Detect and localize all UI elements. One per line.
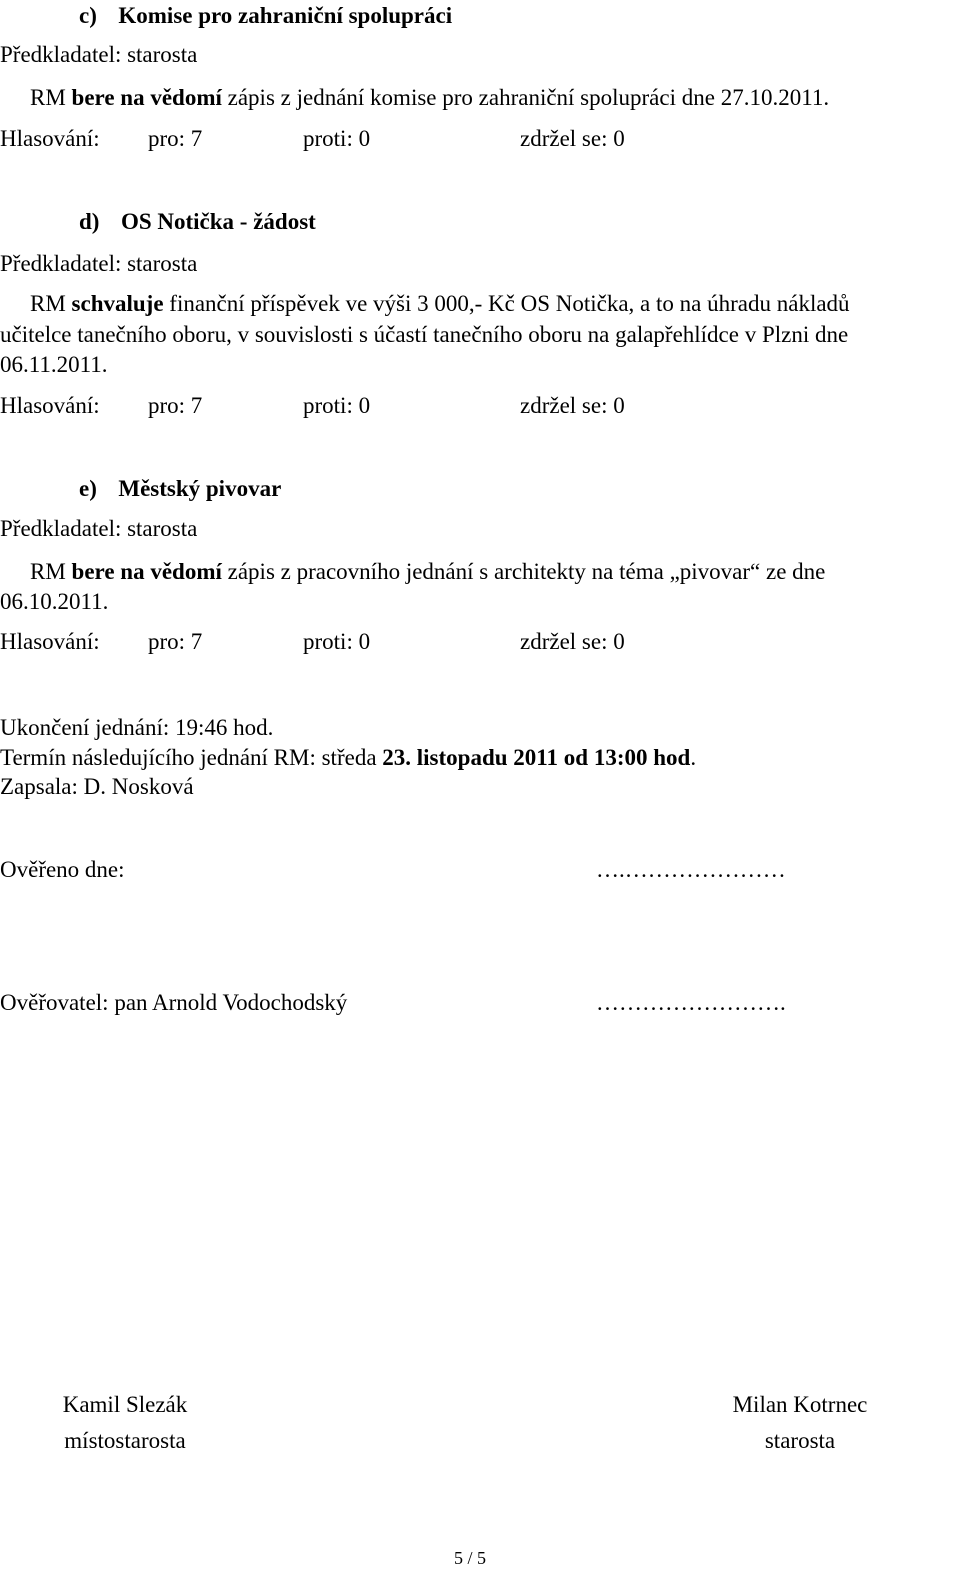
verified-label: Ověřeno dne: [0,857,125,882]
vote-label: Hlasování: [0,393,100,418]
section-d-resolution-line3: 06.11.2011. [0,352,108,377]
section-e-presenter: Předkladatel: starosta [0,516,198,541]
page-number: 5 / 5 [453,1548,486,1568]
next-meeting-date: 23. listopadu 2011 od 13:00 hod [382,745,691,770]
section-c-resolution-verb: bere na vědomí [71,85,222,110]
section-e-letter: e) [79,476,97,501]
signature-name: Kamil Slezák [62,1392,188,1417]
vote-for: pro: 7 [148,393,203,418]
signature-right [700,1393,900,1452]
section-d-letter: d) [79,209,100,234]
signature-role: místostarosta [64,1428,186,1453]
section-d-resolution-verb: schvaluje [71,291,164,316]
verifier-label: Ověřovatel: pan Arnold Vodochodský [0,990,348,1015]
section-c-resolution: RM bere na vědomí zápis z jednání komise pro zahraniční spolupráci dne 27.10.2011. [30,85,830,110]
vote-against: proti: 0 [303,393,371,418]
vote-abstain: zdržel se: 0 [520,629,625,654]
section-d-title: OS Notička - žádost [120,209,316,234]
vote-label: Hlasování: [0,629,100,654]
vote-against: proti: 0 [303,126,371,151]
vote-for: pro: 7 [148,126,203,151]
section-c-letter: c) [79,3,97,28]
section-d-resolution-line2: učitelce tanečního oboru, v souvislosti s účastí tanečního oboru na galapřehlídce v Plzni dne [0,322,849,347]
section-d-heading [79,210,316,233]
section-c-title: Komise pro zahraniční spolupráci [118,3,453,28]
vote-abstain: zdržel se: 0 [520,393,625,418]
section-c-heading [79,4,452,27]
section-d-presenter: Předkladatel: starosta [0,251,198,276]
signature-left [30,1393,220,1452]
verifier-dots: ……………………. [596,990,786,1015]
section-e-resolution-line1: RM bere na vědomí zápis z pracovního jednání s architekty na téma „pivovar“ ze dne [30,559,826,584]
vote-for: pro: 7 [148,629,203,654]
signature-role: starosta [764,1428,836,1453]
end-time: Ukončení jednání: 19:46 hod. [0,715,274,740]
section-e-title: Městský pivovar [118,476,282,501]
recorded-by: Zapsala: D. Nosková [0,774,194,799]
vote-abstain: zdržel se: 0 [520,126,625,151]
vote-label: Hlasování: [0,126,100,151]
section-e-resolution-line2: 06.10.2011. [0,589,109,614]
vote-against: proti: 0 [303,629,371,654]
section-e-resolution-verb: bere na vědomí [71,559,222,584]
signature-name: Milan Kotrnec [732,1392,868,1417]
section-e-heading [79,477,281,500]
verified-dots: ….………………… [596,857,786,882]
section-d-resolution-line1: RM schvaluje finanční příspěvek ve výši 3 000,- Kč OS Notička, a to na úhradu nákladů [30,291,850,316]
next-meeting: Termín následujícího jednání RM: středa 23. listopadu 2011 od 13:00 hod. [0,745,697,770]
section-c-presenter: Předkladatel: starosta [0,42,198,67]
